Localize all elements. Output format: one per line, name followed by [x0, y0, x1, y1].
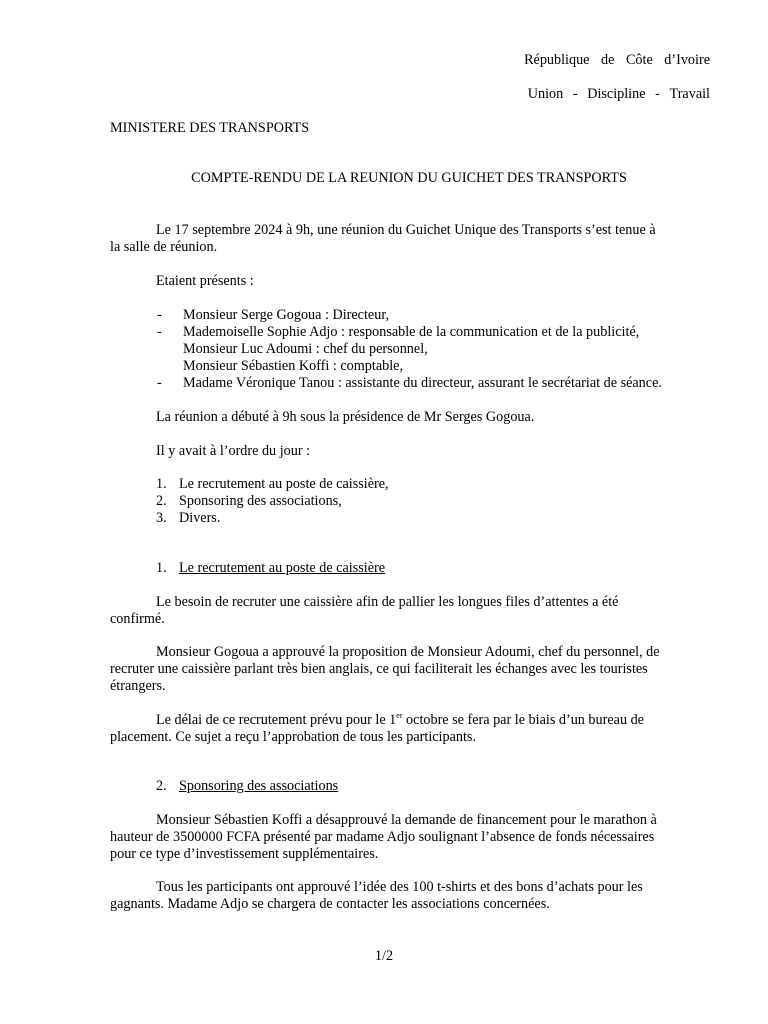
section-title: Sponsoring des associations — [179, 778, 339, 794]
paragraph-line: Monsieur Sébastien Koffi a désapprouvé la demande de financement pour le marathon à — [156, 812, 657, 828]
paragraph-line: placement. Ce sujet a reçu l’approbation de tous les participants. — [110, 729, 476, 745]
intro-line: Le 17 septembre 2024 à 9h, une réunion du Guichet Unique des Transports s’est tenue à — [156, 222, 656, 238]
paragraph-line: Monsieur Gogoua a approuvé la proposition de Monsieur Adoumi, chef du personnel, de — [156, 644, 660, 660]
section-number: 2. — [156, 778, 167, 794]
attendee-item: Madame Véronique Tanou : assistante du directeur, assurant le secrétariat de séance. — [183, 375, 662, 391]
paragraph-line: recruter une caissière parlant très bien anglais, ce qui faciliterait les échanges avec les touristes — [110, 661, 648, 677]
agenda-item: Le recrutement au poste de caissière, — [179, 476, 389, 492]
paragraph-line: hauteur de 3500000 FCFA présenté par madame Adjo soulignant l’absence de fonds nécessaires — [110, 829, 655, 845]
national-motto — [528, 86, 710, 103]
motto-separator: - — [655, 86, 660, 102]
document-title: COMPTE-RENDU DE LA REUNION DU GUICHET DES TRANSPORTS — [191, 170, 627, 186]
attendee-item: Monsieur Luc Adoumi : chef du personnel, — [183, 341, 428, 357]
agenda-item: Sponsoring des associations, — [179, 493, 342, 509]
motto-word: Union — [527, 86, 564, 102]
attendees-label: Etaient présents : — [156, 273, 254, 289]
paragraph-line: Tous les participants ont approuvé l’idée des 100 t-shirts et des bons d’achats pour les — [156, 879, 643, 895]
motto-word: Travail — [669, 86, 710, 102]
paragraph-text: Le délai de ce recrutement prévu pour le 1 — [156, 712, 397, 728]
motto-word: Discipline — [587, 86, 646, 102]
paragraph-line: pour ce type d’investissement supplémentaires. — [110, 846, 379, 862]
section-title: Le recrutement au poste de caissière — [179, 560, 386, 576]
agenda-label: Il y avait à l’ordre du jour : — [156, 443, 311, 459]
paragraph-line: gagnants. Madame Adjo se chargera de contacter les associations concernées. — [110, 896, 550, 912]
ordinal-superscript: er — [396, 711, 403, 720]
agenda-item: Divers. — [179, 510, 221, 526]
attendee-item: Monsieur Sébastien Koffi : comptable, — [183, 358, 403, 374]
paragraph-line — [156, 712, 644, 729]
attendee-item: Monsieur Serge Gogoua : Directeur, — [183, 307, 390, 323]
meeting-start-text: La réunion a débuté à 9h sous la présidence de Mr Serges Gogoua. — [156, 409, 535, 425]
page-number: 1/2 — [374, 948, 394, 964]
intro-line: la salle de réunion. — [110, 239, 218, 255]
agenda-number: 2. — [156, 493, 167, 509]
republic-heading: République de Côte d’Ivoire — [524, 52, 710, 68]
list-bullet: - — [157, 307, 162, 323]
list-bullet: - — [157, 375, 162, 391]
attendee-item: Mademoiselle Sophie Adjo : responsable de la communication et de la publicité, — [183, 324, 640, 340]
paragraph-line: Le besoin de recruter une caissière afin de pallier les longues files d’attentes a été — [156, 594, 619, 610]
section-number: 1. — [156, 560, 167, 576]
motto-separator: - — [572, 86, 578, 102]
paragraph-text: octobre se fera par le biais d’un bureau de — [402, 712, 644, 728]
paragraph-line: étrangers. — [110, 678, 166, 694]
agenda-number: 1. — [156, 476, 167, 492]
list-bullet: - — [157, 324, 162, 340]
ministry-name: MINISTERE DES TRANSPORTS — [110, 120, 310, 136]
paragraph-line: confirmé. — [110, 611, 165, 627]
agenda-number: 3. — [156, 510, 167, 526]
